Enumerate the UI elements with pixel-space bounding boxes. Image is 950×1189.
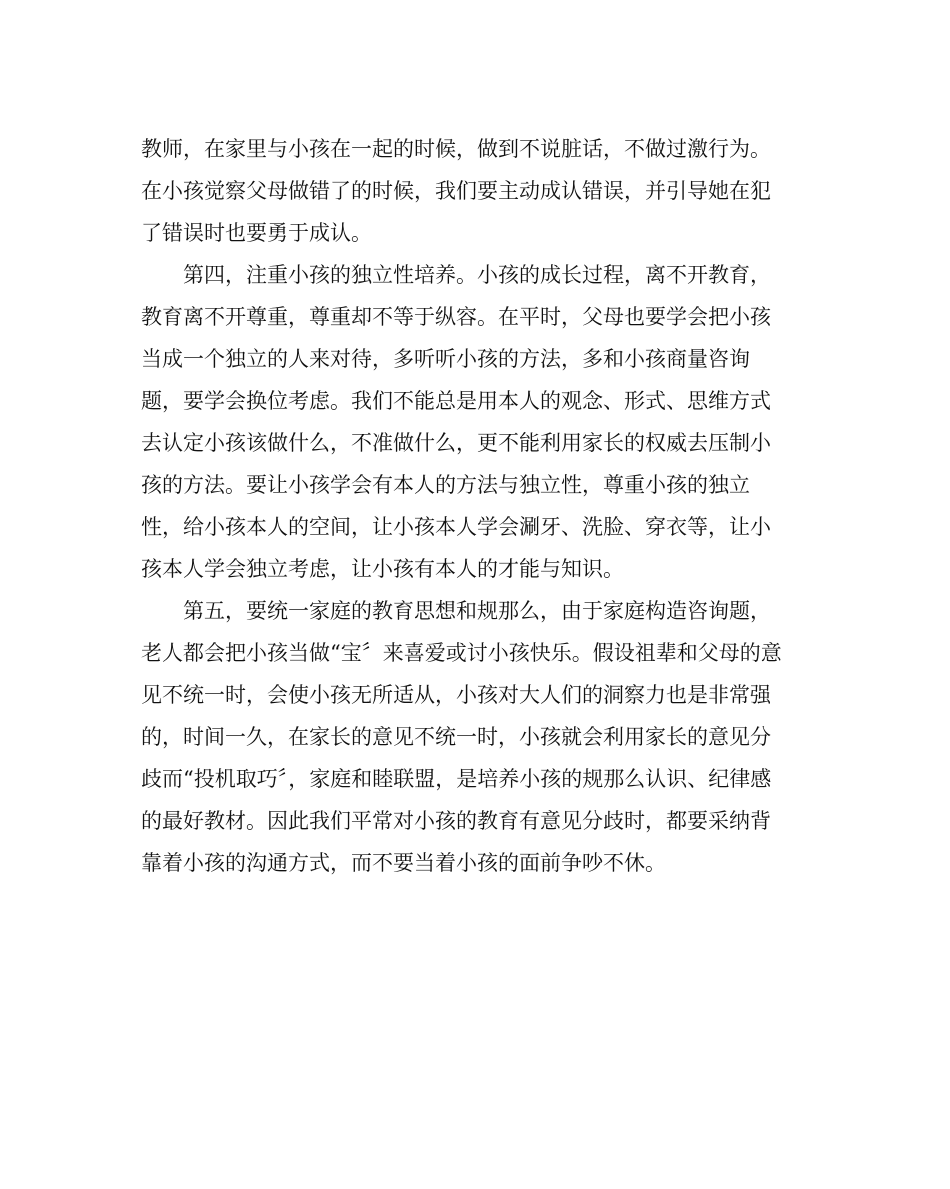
text-line: 老人都会把小孩当做“宝〞来喜爱或讨小孩快乐。假设祖辈和父母的意 [141,641,782,665]
text-line: 见不统一时，会使小孩无所适从，小孩对大人们的洞察力也是非常强 [141,683,771,707]
paragraph-fifth [141,590,811,884]
text-line: 第四，注重小孩的独立性培养。小孩的成长过程，离不开教育， [183,263,771,287]
text-line: 的，时间一久，在家长的意见不统一时，小孩就会利用家长的意见分 [141,725,771,749]
text-line: 第五，要统一家庭的教育思想和规那么，由于家庭构造咨询题， [183,599,771,623]
text-line: 靠着小孩的沟通方式，而不要当着小孩的面前争吵不休。 [141,851,666,875]
paragraph-fourth [141,254,811,590]
text-line: 当成一个独立的人来对待，多听听小孩的方法，多和小孩商量咨询 [141,347,750,371]
text-line: 性，给小孩本人的空间，让小孩本人学会涮牙、洗脸、穿衣等，让小 [141,515,771,539]
text-line: 孩的方法。要让小孩学会有本人的方法与独立性，尊重小孩的独立 [141,473,750,497]
text-line: 的最好教材。因此我们平常对小孩的教育有意见分歧时，都要采纳背 [141,809,771,833]
text-line: 歧而“投机取巧〞，家庭和睦联盟，是培养小孩的规那么认识、纪律感 [141,767,772,791]
text-line: 题，要学会换位考虑。我们不能总是用本人的观念、形式、思维方式 [141,389,771,413]
text-line: 教师，在家里与小孩在一起的时候，做到不说脏话，不做过激行为。 [141,137,771,161]
text-line: 在小孩觉察父母做错了的时候，我们要主动成认错误，并引导她在犯 [141,179,771,203]
text-line: 教育离不开尊重，尊重却不等于纵容。在平时，父母也要学会把小孩 [141,305,771,329]
text-line: 了错误时也要勇于成认。 [141,221,372,245]
body-text [141,128,811,884]
text-line: 孩本人学会独立考虑，让小孩有本人的才能与知识。 [141,557,624,581]
paragraph-continuation [141,128,811,254]
text-line: 去认定小孩该做什么，不准做什么，更不能利用家长的权威去压制小 [141,431,771,455]
